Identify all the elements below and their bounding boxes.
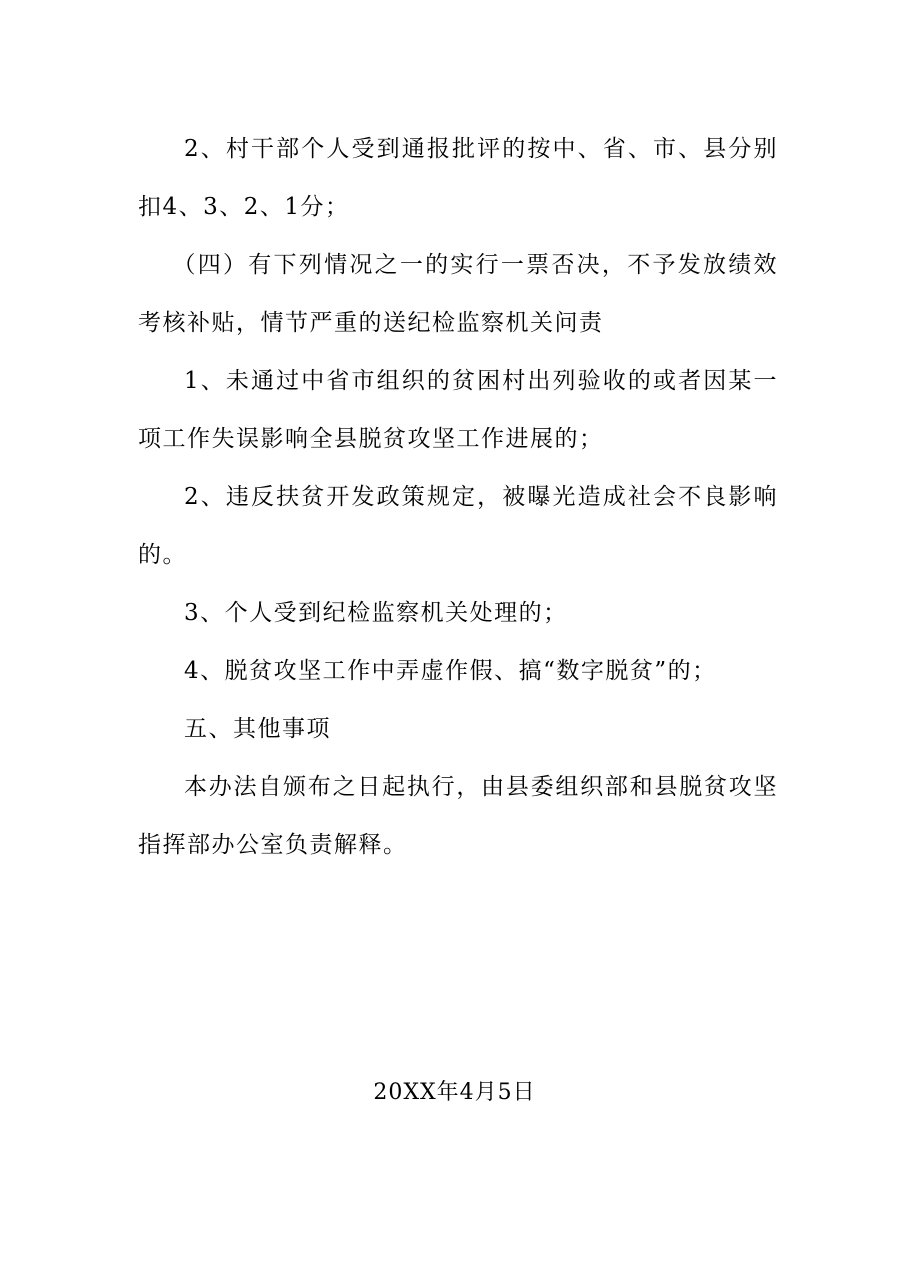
paragraph-veto-item-2: 2、违反扶贫开发政策规定，被曝光造成社会不良影响的。	[138, 484, 778, 568]
paragraph-effective-clause: 本办法自颁布之日起执行，由县委组织部和县脱贫攻坚指挥部办公室负责解释。	[138, 774, 778, 858]
paragraph-veto-conditions-heading: （四）有下列情况之一的实行一票否决，不予发放绩效考核补贴，情节严重的送纪检监察机关问责	[138, 252, 778, 336]
paragraph-veto-item-3: 3、个人受到纪检监察机关处理的；	[184, 600, 568, 626]
section-heading-other-matters: 五、其他事项	[184, 716, 331, 742]
document-body	[138, 120, 778, 874]
paragraph-veto-item-4: 4、脱贫攻坚工作中弄虚作假、搞“数字脱贫”的；	[184, 658, 717, 684]
paragraph-village-cadre-deduction: 2、村干部个人受到通报批评的按中、省、市、县分别扣4、3、2、1分；	[138, 136, 778, 220]
paragraph-veto-item-1: 1、未通过中省市组织的贫困村出列验收的或者因某一项工作失误影响全县脱贫攻坚工作进展的；	[138, 368, 778, 452]
document-date: 20XX年4月5日	[373, 1080, 536, 1105]
